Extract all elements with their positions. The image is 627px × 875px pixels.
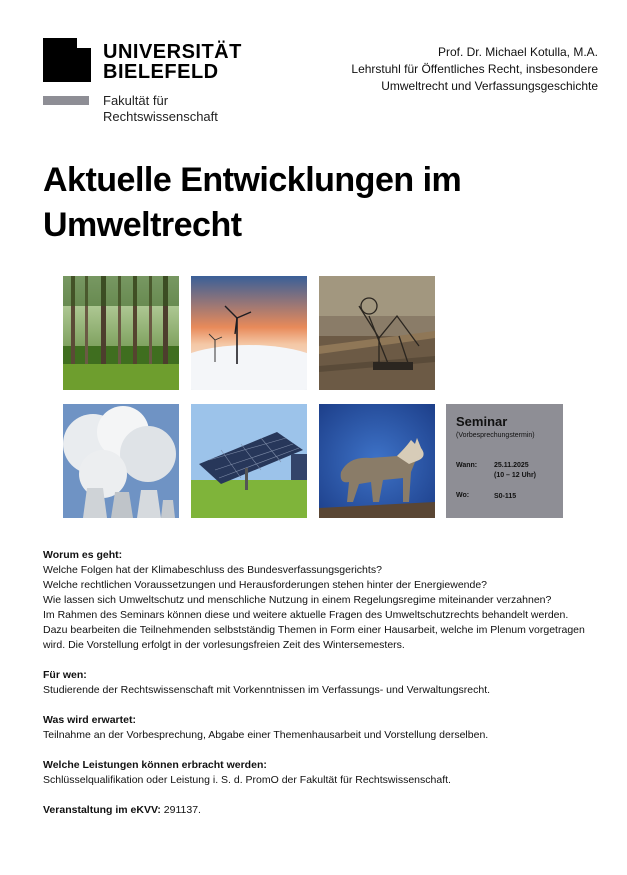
section-erwartet: Was wird erwartet: Teilnahme an der Vorbesprechung, Abgabe einer Themenhausarbeit und Vorstellung derselben. (43, 713, 608, 743)
seminar-where-label: Wo: (456, 492, 470, 499)
section-ekvv (43, 803, 608, 818)
seminar-info-box (446, 404, 563, 518)
section-heading: Worum es geht: (43, 549, 123, 561)
section-fuer-wen: Für wen: Studierende der Rechtswissenschaft mit Vorkenntnissen im Verfassungs- und Verwaltungsrecht. (43, 668, 608, 698)
university-logo-icon (43, 38, 91, 82)
ekvv-label: Veranstaltung im eKVV: (43, 804, 161, 816)
section-heading: Welche Leistungen können erbracht werden: (43, 759, 267, 771)
page-title: Aktuelle Entwicklungen im Umweltrecht (43, 161, 462, 244)
power-plant-photo (63, 404, 179, 518)
seminar-when-value: 25.11.2025 (10 – 12 Uhr) (494, 462, 537, 479)
wolf-photo (319, 404, 435, 518)
faculty-name: Fakultät für Rechtswissenschaft (103, 93, 218, 124)
solar-panels-photo (191, 404, 307, 518)
excavator-photo (319, 276, 435, 390)
seminar-when-label: Wann: (456, 462, 478, 469)
forest-photo (63, 276, 179, 390)
section-heading: Was wird erwartet: (43, 714, 136, 726)
faculty-bar (43, 96, 89, 105)
section-worum: Worum es geht: Welche Folgen hat der Klimabeschluss des Bundesverfassungsgerichts? Welche rechtlichen Voraussetzungen und Herausforderungen stehen hinter der Energiewende? Wie lassen sich Umweltschutz und menschliche Nutzung in einem Regelungsregime miteinander verzahnen? Im Rahmen des Seminars können diese und weitere aktuelle Fragen des Umweltschutzrechts behandelt werden. Dazu bearbeiten die Teilnehmenden selbstständig Themen in Form einer Hausarbeit, welche im Plenum vorgetragen wird. Die Vorstellung erfolgt in der vorlesungsfreien Zeit des Wintersemesters. (43, 548, 608, 653)
section-leistungen: Welche Leistungen können erbracht werden: Schlüsselqualifikation oder Leistung i. S. d. PromO der Fakultät für Rechtswissenschaft. (43, 758, 608, 788)
description-body (43, 548, 608, 833)
wind-turbines-photo (191, 276, 307, 390)
seminar-subtitle: (Vorbesprechungstermin) (456, 432, 535, 439)
seminar-where-value: S0-115 (494, 493, 517, 500)
chair-info: Prof. Dr. Michael Kotulla, M.A. Lehrstuhl für Öffentliches Recht, insbesondere Umweltrecht und Verfassungsgeschichte (351, 45, 598, 93)
university-name: UNIVERSITÄT BIELEFELD (103, 41, 242, 83)
section-heading: Für wen: (43, 669, 87, 681)
ekvv-number: 291137. (163, 804, 201, 816)
seminar-title: Seminar (456, 414, 508, 429)
